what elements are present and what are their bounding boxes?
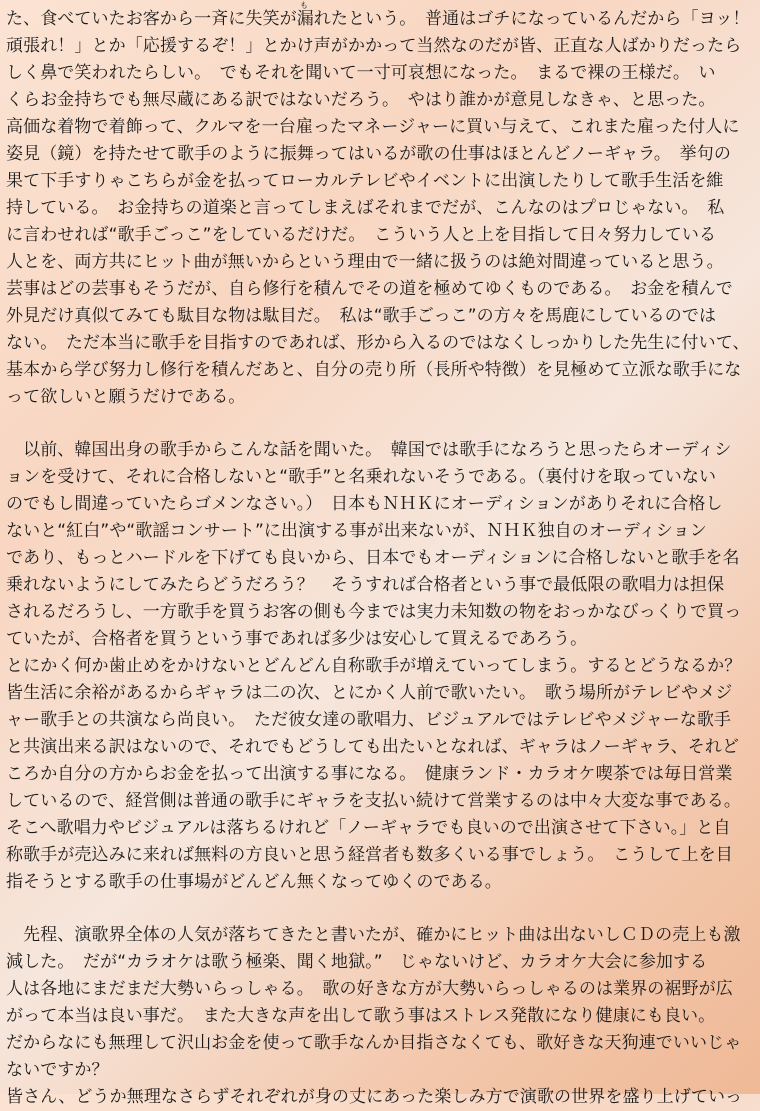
- text-line: ころか自分の方からお金を払って出演する事になる。 健康ランド・カラオケ喫茶では毎日営業: [6, 764, 733, 784]
- text-line: のでもし間違っていたらゴメンなさい。） 日本もＮＨＫにオーディションがありそれに合格し: [6, 494, 723, 514]
- text-line: 指そうとする歌手の仕事場がどんどん無くなってゆくのである。: [6, 872, 502, 892]
- text-line: ていたが、合格者を買うという事であれば多少は安心して買えるであろう。: [6, 629, 588, 649]
- text-line: とにかく何か歯止めをかけないとどんどん自称歌手が増えていってしまう。するとどうなるか？: [6, 656, 742, 676]
- text-line: しているので、経営側は普通の歌手にギャラを支払い続けて営業するのは中々大変な事である。: [6, 791, 741, 811]
- text-line: そこへ歌唱力やビジュアルは落ちるけれど「ノーギャラでも良いので出演させて下さい。」と自: [6, 818, 731, 838]
- text-line: くらお金持ちでも無尽蔵にある訳ではないだろう。 やはり誰かが意見しなきゃ、と思った。: [6, 90, 716, 110]
- paragraph-gap: [6, 896, 757, 922]
- text-line: 人は各地にまだまだ大勢いらっしゃる。 歌の好きな方が大勢いらっしゃるのは業界の裾野が広: [6, 979, 733, 999]
- text-line: と共演出来る訳はないので、それでもどうしても出たいとなれば、ギャラはノーギャラ、それど: [6, 737, 740, 757]
- text-line: ない。 ただ本当に歌手を目指すのであれば、形から入るのではなくしっかりした先生に付いて、: [6, 333, 750, 353]
- text-line: 高価な着物で着飾って、クルマを一台雇ったマネージャーに買い与えて、これまた雇った付人に: [6, 117, 740, 137]
- text-line: 基本から学び努力し修行を積んだあと、自分の売り所（長所や特徴）を見極めて立派な歌手にな: [6, 360, 742, 380]
- text-line: 皆さん、どうか無理なさらずそれぞれが身の丈にあった楽しみ方で演歌の世界を盛り上げていっ: [6, 1087, 743, 1107]
- text-line: 芸事はどの芸事もそうだが、自ら修行を積んでその道を極めてゆくものである。 お金を積んで: [6, 279, 733, 299]
- text-line: 称歌手が売込みに来れば無料の方良いと思う経営者も数多くいる事でしょう。 こうして上を目: [6, 845, 733, 865]
- text-line: 姿見（鏡）を持たせて歌手のように振舞ってはいるが歌の仕事はほとんどノーギャラ。 挙句の: [6, 144, 731, 164]
- text-line: た、食べていたお客から一斉に失笑が漏れたという。 普通はゴチになっているんだから「ヨッ！: [6, 9, 750, 29]
- text-line: って欲しいと願うだけである。: [6, 387, 246, 407]
- paragraph-1: [6, 6, 757, 411]
- text-line: 果て下手すりゃこちらが金を払ってローカルテレビやイベントに出演したりして歌手生活を維: [6, 171, 724, 191]
- paragraph-gap: [6, 411, 757, 437]
- text-line: 皆生活に余裕があるからギャラは二の次、とにかく人前で歌いたい。 歌う場所がテレビやメジ: [6, 683, 733, 703]
- text-line: 先程、演歌界全体の人気が落ちてきたと書いたが、確かにヒット曲は出ないしＣＤの売上も激: [6, 925, 741, 945]
- paragraph-2: [6, 437, 757, 896]
- text-line: に言わせれば“歌手ごっこ”をしているだけだ。 こういう人と上を目指して日々努力している: [6, 225, 717, 245]
- text-line: がって本当は良い事だ。 また大きな声を出して歌う事はストレス発散になり健康にも良い。: [6, 1006, 716, 1026]
- text-line: されるだろうし、一方歌手を買うお客の側も今までは実力未知数の物をおっかなびっくりで買っ: [6, 602, 742, 622]
- text-line: ないですか？: [6, 1060, 109, 1080]
- text-line: 頑張れ！」とか「応援するぞ！」とかけ声がかかって当然なのだが皆、正直な人ばかりだったら: [6, 36, 742, 56]
- text-line: 外見だけ真似てみても駄目な物は駄目だ。 私は“歌手ごっこ”の方々を馬鹿にしているのでは: [6, 306, 717, 326]
- text-line: 以前、韓国出身の歌手からこんな話を聞いた。 韓国では歌手になろうと思ったらオーディシ: [6, 440, 732, 460]
- text-line: 人とを、両方共にヒット曲が無いからという理由で一緒に扱うのは絶対間違っていると思う。: [6, 252, 724, 272]
- text-line: ャー歌手との共演なら尚良い。 ただ彼女達の歌唱力、ビジュアルではテレビやメジャーな歌手: [6, 710, 732, 730]
- text-line: だからなにも無理して沢山お金を使って歌手なんか目指さなくても、歌好きな天狗連でいいじゃ: [6, 1033, 742, 1053]
- text-line: ョンを受けて、それに合格しないと“歌手”と名乗れないそうである。（裏付けを取っていない: [6, 467, 717, 487]
- paragraph-3: [6, 922, 757, 1111]
- text-line: 持している。 お金持ちの道楽と言ってしまえばそれまでだが、こんなのはプロじゃない。 私: [6, 198, 725, 218]
- text-line: 乗れないようにしてみたらどうだろう？ そうすれば合格者という事で最低限の歌唱力は担保: [6, 575, 725, 595]
- ruby-annotation: も: [300, 1, 308, 10]
- text-line: であり、もっとハードルを下げても良いから、日本でもオーディションに合格しないと歌手を名: [6, 548, 740, 568]
- text-line: 減した。 だが“カラオケは歌う極楽、聞く地獄。” じゃないけど、カラオケ大会に参加する: [6, 952, 708, 972]
- text-line: ないと“紅白”や“歌謡コンサート”に出演する事が出来ないが、ＮＨＫ独自のオーディション: [6, 521, 707, 541]
- text-line: しく鼻で笑われたらしい。 でもそれを聞いて一寸可哀想になった。 まるで裸の王様だ。 い: [6, 63, 716, 83]
